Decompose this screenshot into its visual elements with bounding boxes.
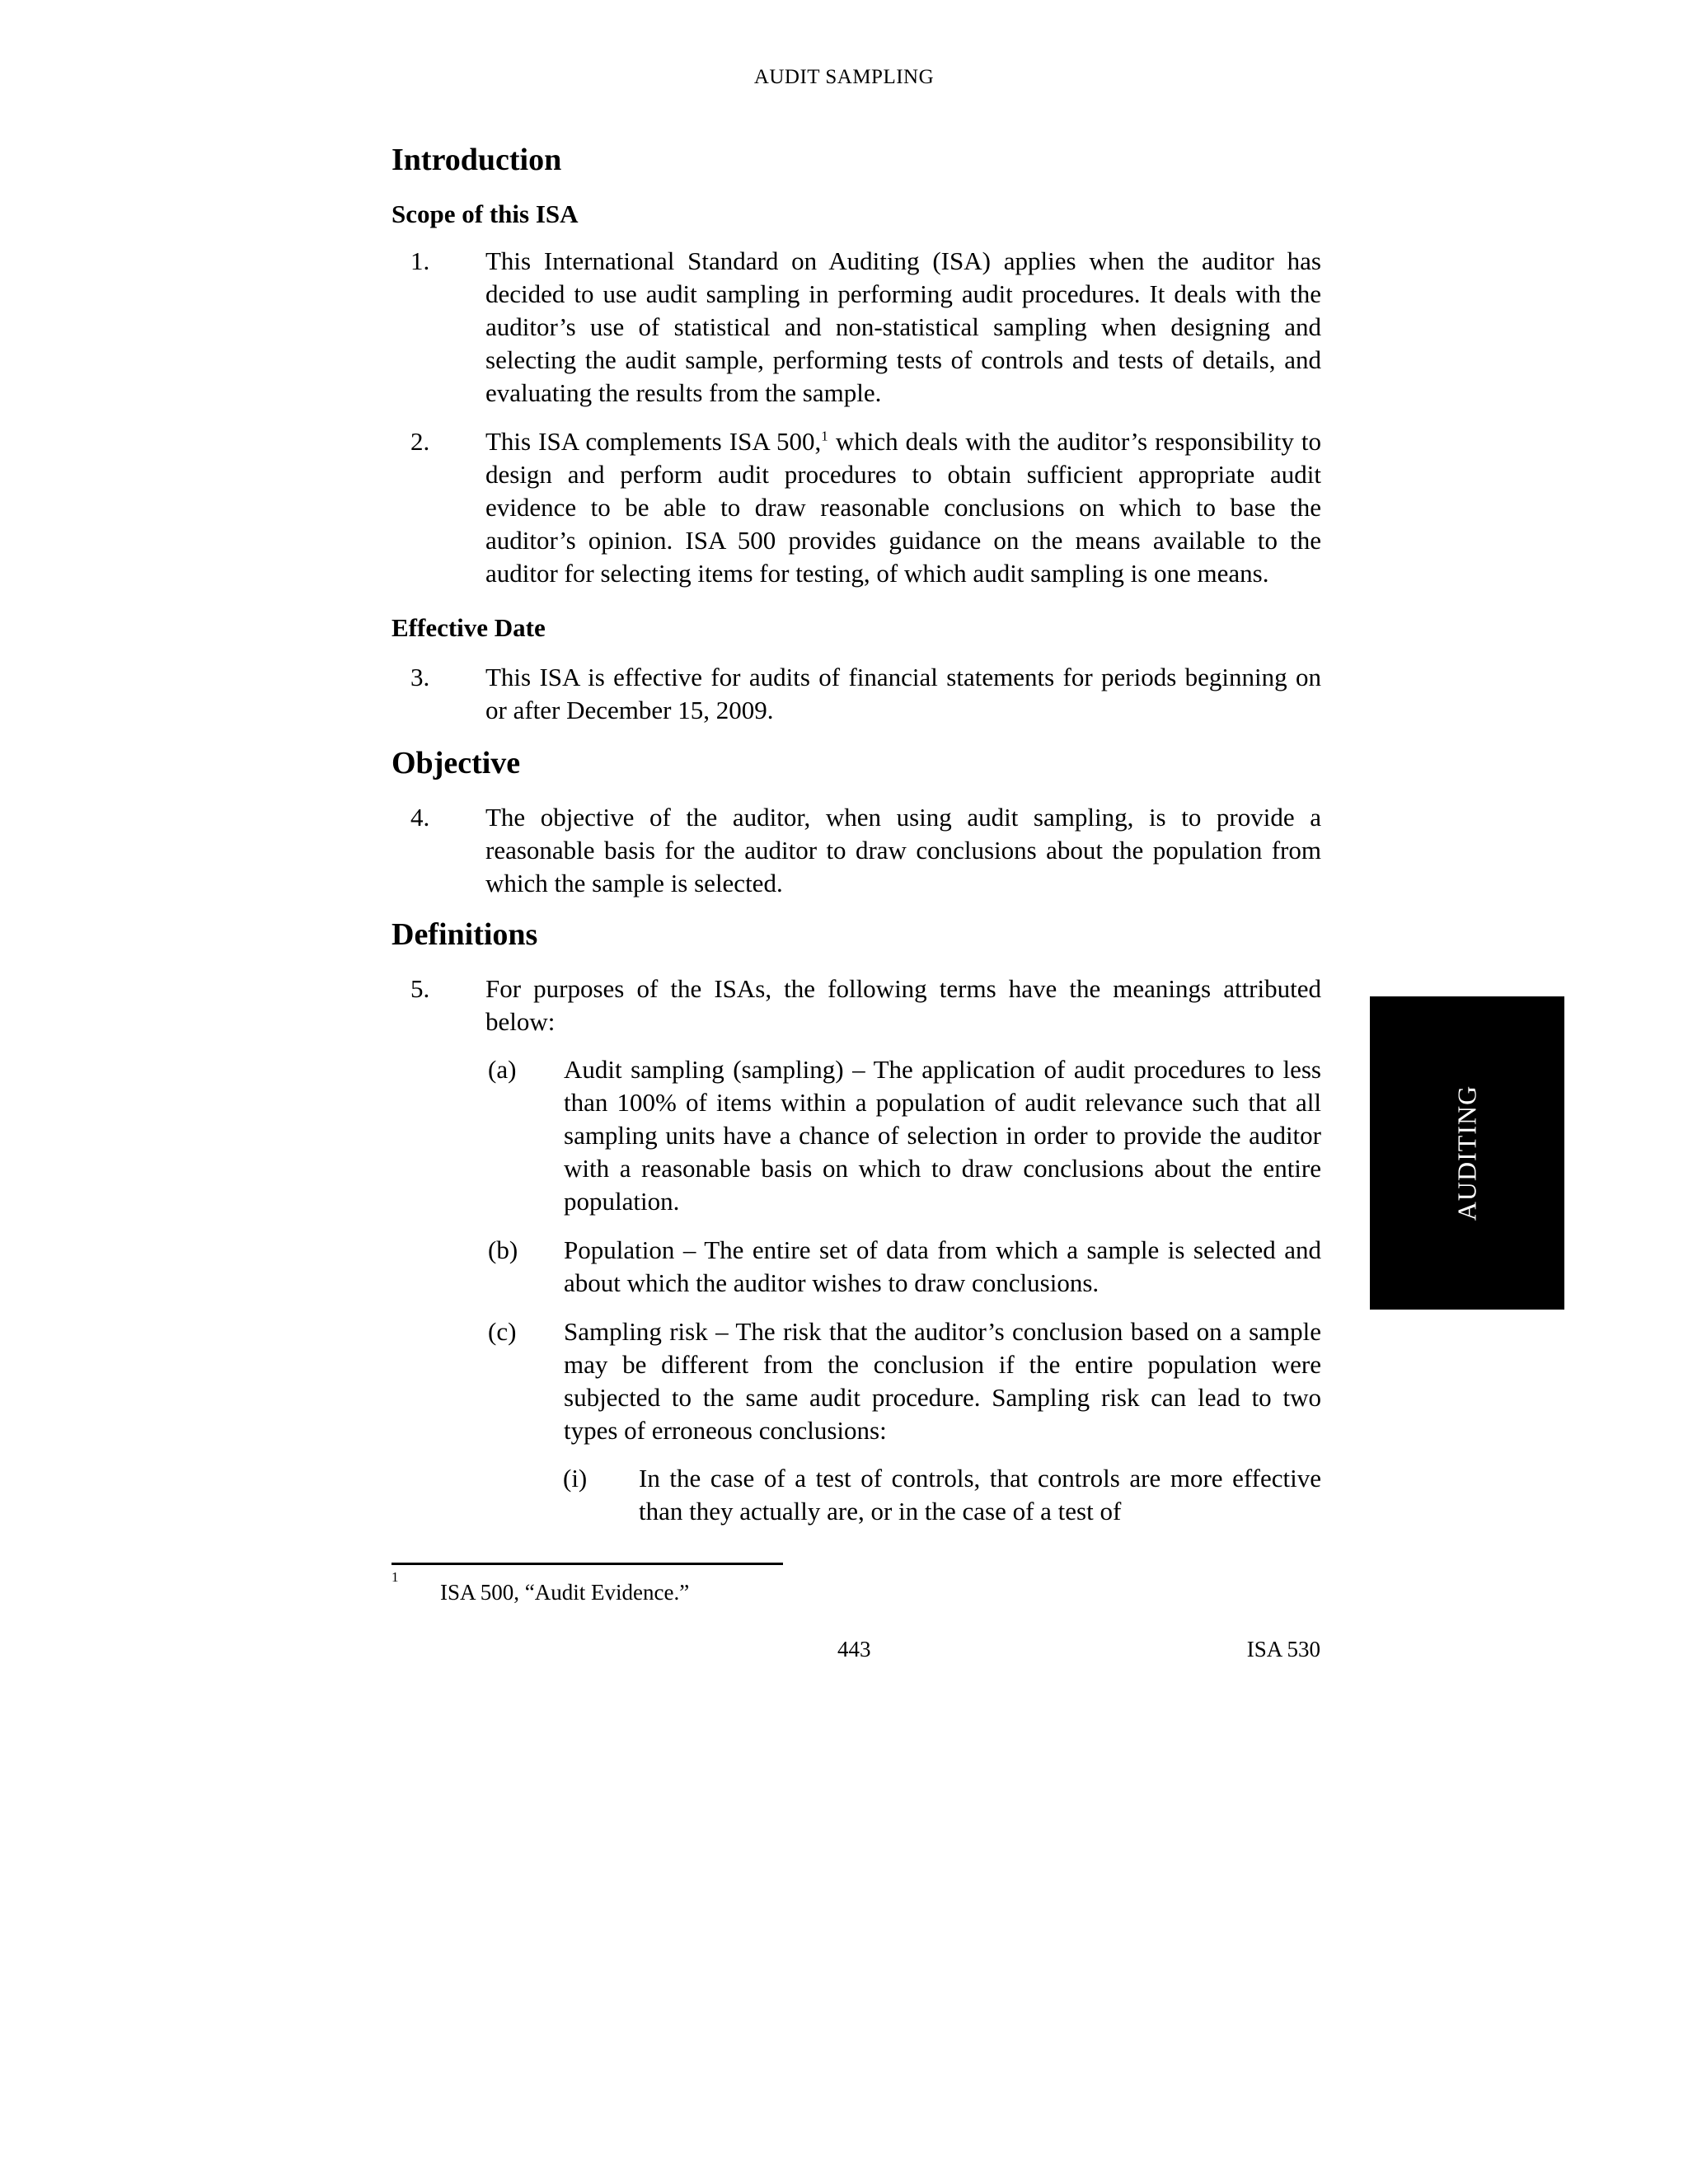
- definition-c-item-i-label: (i): [563, 1464, 588, 1493]
- paragraph-number-1: 1.: [410, 246, 430, 275]
- paragraph-2: [485, 425, 1321, 590]
- paragraph-4: The objective of the auditor, when using audit sampling, is to provide a reasonable basis for the auditor to draw conclusions about the population from which the sample is selected.: [485, 803, 1321, 898]
- running-header: AUDIT SAMPLING: [753, 66, 935, 88]
- paragraph-number-2: 2.: [410, 427, 430, 456]
- paragraph-2-text-start: This ISA complements ISA 500,: [485, 427, 822, 456]
- definition-label-a: (a): [488, 1055, 517, 1084]
- section-heading-definitions: Definitions: [392, 917, 538, 952]
- paragraph-number-3: 3.: [410, 663, 430, 691]
- definition-c: Sampling risk – The risk that the auditor’s conclusion based on a sample may be different from the conclusion if the entire population were subjected to the same audit procedure. Sampling risk can lead to two types of erroneous conclusions:: [564, 1317, 1321, 1445]
- paragraph-5: For purposes of the ISAs, the following terms have the meanings attributed below:: [485, 974, 1321, 1036]
- section-heading-introduction: Introduction: [392, 143, 562, 177]
- paragraph-2-text-end: which deals with the auditor’s responsibility to design and perform audit procedures to obtain sufficient appropriate audit evidence to be able to draw reasonable conclusions on which to base the auditor’s opinion. ISA 500 provides guidance on the means available to the auditor for selecting items for testing, of which audit sampling is one means.: [485, 427, 1321, 588]
- footnote-mark: 1: [392, 1569, 399, 1585]
- paragraph-number-4: 4.: [410, 803, 430, 832]
- footnote-separator: [392, 1563, 783, 1565]
- footnote-text: ISA 500, “Audit Evidence.”: [440, 1580, 690, 1605]
- paragraph-1: This International Standard on Auditing (ISA) applies when the auditor has decided to use audit sampling in performing audit procedures. It deals with the auditor’s use of statistical and non-statistical sampling when designing and selecting the audit sample, performing tests of controls and tests of details, and evaluating the results from the sample.: [485, 246, 1321, 407]
- definition-c-item-i: In the case of a test of controls, that controls are more effective than they actually are, or in the case of a test of: [639, 1464, 1321, 1526]
- paragraph-3: This ISA is effective for audits of financial statements for periods beginning on or after December 15, 2009.: [485, 663, 1321, 724]
- subheading-scope: Scope of this ISA: [392, 199, 579, 228]
- definition-b: Population – The entire set of data from which a sample is selected and about which the auditor wishes to draw conclusions.: [564, 1235, 1321, 1297]
- footnote-reference[interactable]: 1: [821, 428, 828, 444]
- definition-a: Audit sampling (sampling) – The application of audit procedures to less than 100% of items within a population of audit relevance such that all sampling units have a chance of selection in order to provide the auditor with a reasonable basis on which to draw conclusions about the entire population.: [564, 1055, 1321, 1216]
- section-side-tab: [1370, 996, 1564, 1310]
- subheading-effective-date: Effective Date: [392, 613, 546, 642]
- side-tab-label: AUDITING: [1451, 1085, 1482, 1221]
- page-number: 443: [837, 1637, 871, 1661]
- definition-label-c: (c): [488, 1317, 517, 1346]
- definition-label-b: (b): [488, 1235, 518, 1264]
- section-heading-objective: Objective: [392, 746, 521, 780]
- standard-code: ISA 530: [1246, 1637, 1320, 1661]
- paragraph-number-5: 5.: [410, 974, 430, 1003]
